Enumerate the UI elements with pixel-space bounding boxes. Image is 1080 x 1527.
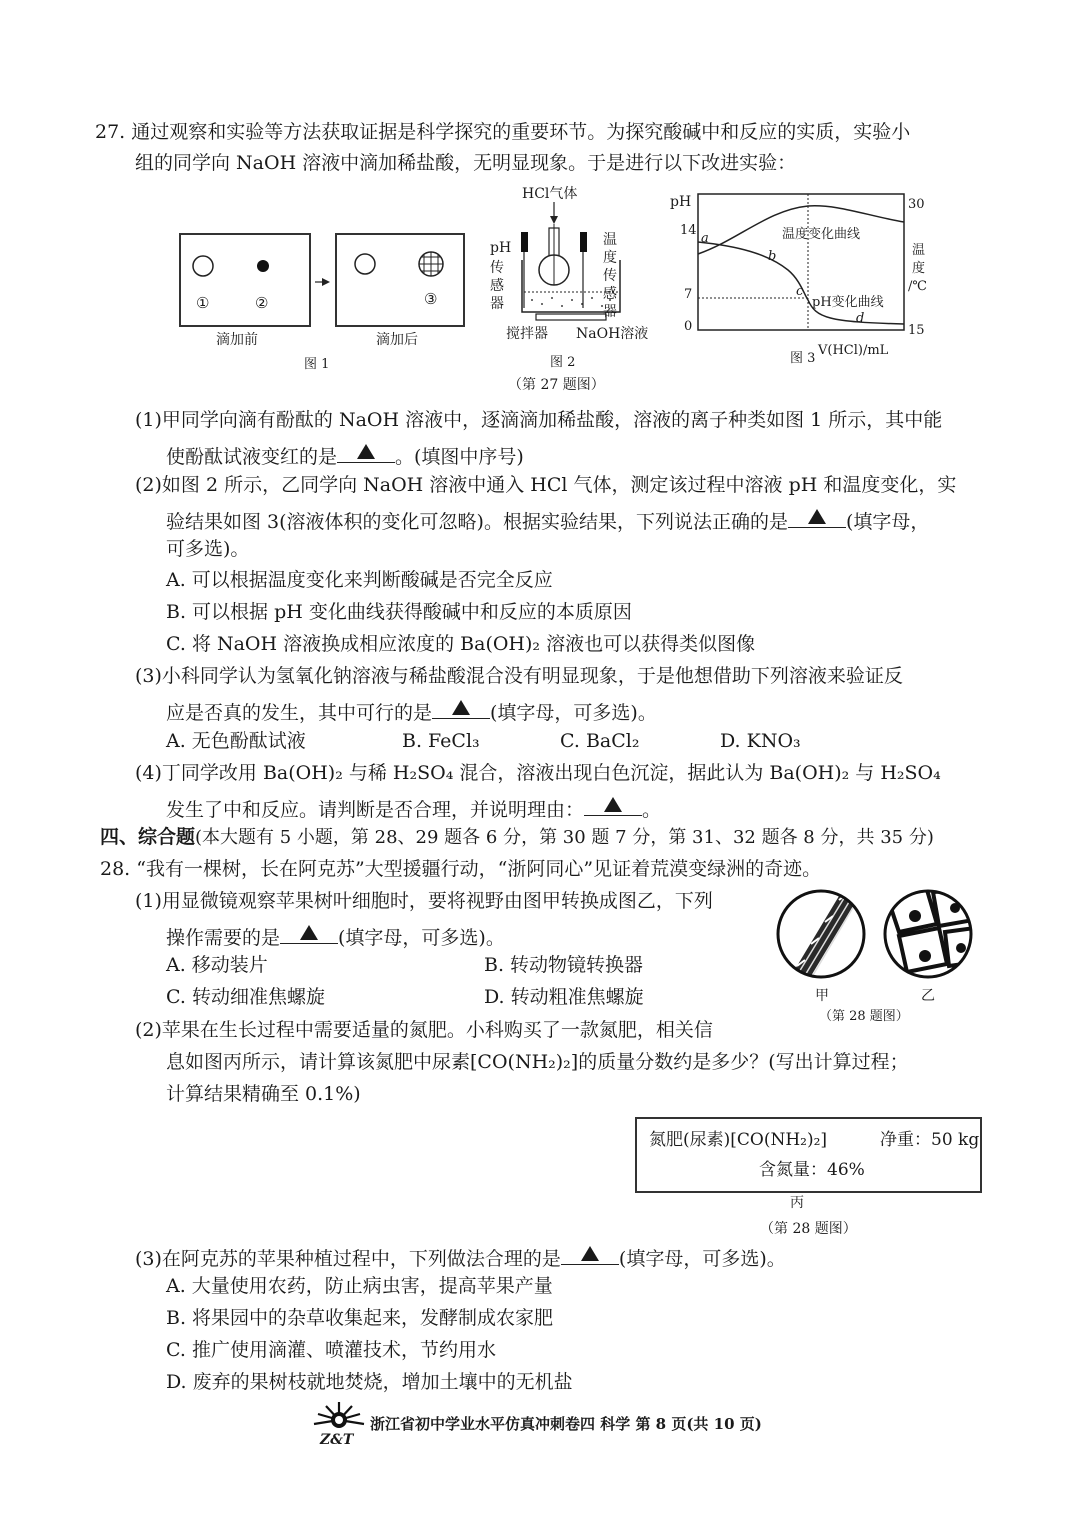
arrow-head [322,278,330,286]
temp-sensor [580,232,587,252]
solution-label: NaOH溶液 [576,326,649,342]
q27-figure-caption: （第 27 题图） [508,377,605,393]
y-tick-0: 0 [684,319,693,334]
figure-3-drawing [668,190,948,375]
logo-lettering: Z&T [320,1432,354,1448]
solution-dots [531,297,611,307]
q27-p2-line2: 验结果如图 3(溶液体积的变化可忽略)。根据实验结果，下列说法正确的是 (填字母， [166,505,929,534]
q28-p3-line1: (3)在阿克苏的苹果种植过程中，下列做法合理的是 (填字母，可多选)。 [135,1242,786,1271]
section-4-note: (本大题有 5 小题，第 28、29 题各 6 分，第 30 题 7 分，第 31、32 题各 8 分，共 35 分) [195,827,934,848]
ion-circle-1 [193,256,213,276]
point-a: a [701,231,709,246]
gas-label: HCl气体 [522,186,578,202]
temp-sensor-label-4: 感 [603,286,617,302]
ion-label-2: ② [255,294,269,312]
y-tick-7: 7 [684,287,693,302]
temp-sensor-label-5: 器 [603,304,617,320]
q27-p3-line1: (3)小科同学认为氢氧化钠溶液与稀盐酸混合没有明显现象，于是他想借助下列溶液来验证反 [135,665,903,687]
figure-28-caption-1: （第 28 题图） [819,1009,909,1024]
q28-p3-option-b: B. 将果园中的杂草收集起来，发酵制成农家肥 [166,1307,554,1329]
label-after: 滴加后 [376,332,418,348]
q27-p4-line1: (4)丁同学改用 Ba(OH)₂ 与稀 H₂SO₄ 混合，溶液出现白色沉淀，据此认为 Ba(OH)₂ 与 H₂SO₄ [135,762,941,784]
q27-p2-line1: (2)如图 2 所示，乙同学向 NaOH 溶液中通入 HCl 气体，测定该过程中溶液 pH 和温度变化，实 [135,474,957,496]
figure-1-drawing [178,232,478,372]
ion-circle-after-1 [355,254,375,274]
figure-2-drawing [486,180,666,375]
y-tick-14: 14 [680,223,697,238]
temp-sensor-label-1: 温 [603,232,617,248]
answer-blank-28-1[interactable] [280,921,338,944]
q28-p3-option-a: A. 大量使用农药，防止病虫害，提高苹果产量 [166,1275,553,1297]
figure-1-caption: 图 1 [304,357,330,372]
x-axis-label: V(HCl)/mL [818,343,889,358]
q28-p3-option-c: C. 推广使用滴灌、喷灌技术，节约用水 [166,1339,496,1361]
stirrer-label: 搅拌器 [506,326,548,342]
answer-blank-27-2[interactable] [788,505,846,528]
stirrer [536,314,606,320]
y-right-tick-30: 30 [908,197,925,212]
sun-logo-icon [310,1400,368,1448]
fertilizer-weight: 净重：50 kg [880,1130,980,1150]
after-panel [336,234,464,326]
label-jia: 甲 [815,988,829,1004]
gas-arrow [550,216,558,224]
section-4-header [100,825,934,850]
figure-2-caption: 图 2 [550,355,576,370]
ph-curve [698,242,904,324]
q28-stem: 28. “我有一棵树，长在阿克苏”大型援疆行动，“浙阿同心”见证着荒漠变绿洲的奇迹。 [100,858,822,880]
temp-sensor-label-3: 传 [603,268,617,284]
q28-p3-option-d: D. 废弃的果树枝就地焚烧，增加土壤中的无机盐 [166,1371,573,1393]
view-jia [775,886,875,986]
q28-p2-line2: 息如图丙所示，请计算该氮肥中尿素[CO(NH₂)₂]的质量分数约是多少？(写出计算过程； [166,1051,909,1073]
footer-logo [310,1400,368,1448]
figure-3-caption: 图 3 [790,351,816,366]
ph-sensor-label-3: 感 [490,278,504,294]
q27-p1-line1: (1)甲同学向滴有酚酞的 NaOH 溶液中，逐滴滴加稀盐酸，溶液的离子种类如图 1 所示，其中能 [135,409,943,431]
y-left-label: pH [670,194,692,210]
y-right-label-2: 度 [912,261,926,276]
view-yi [875,886,980,986]
q27-p3-option-d: D. KNO₃ [720,730,801,752]
answer-blank-27-1[interactable] [337,440,395,463]
point-c: c [796,284,804,299]
q28-p2-line3: 计算结果精确至 0.1%) [166,1083,361,1105]
q27-p2-line3: 可多选)。 [166,538,250,560]
q27-p2-option-a: A. 可以根据温度变化来判断酸碱是否完全反应 [166,569,553,591]
section-4-heading: 四、综合题 [100,826,196,848]
point-b: b [768,249,777,264]
point-d: d [856,311,865,326]
label-bing: 丙 [790,1195,804,1211]
q28-p1-option-c: C. 转动细准焦螺旋 [166,986,325,1008]
label-before: 滴加前 [216,332,258,348]
ion-label-3: ③ [424,290,438,308]
ion-circle-3 [419,252,443,276]
label-yi: 乙 [921,988,935,1004]
q27-stem-line1: 27. 通过观察和实验等方法获取证据是科学探究的重要环节。为探究酸碱中和反应的实质，实验小 [95,121,911,143]
q28-p1-option-d: D. 转动粗准焦螺旋 [484,986,644,1008]
q28-p1-option-a: A. 移动装片 [166,954,268,976]
y-right-label-3: /℃ [908,279,927,294]
q27-p3-line2: 应是否真的发生，其中可行的是 (填字母，可多选)。 [166,696,657,725]
ion-circle-2 [257,260,269,272]
temp-curve-label: 温度变化曲线 [782,227,861,242]
figure-28-caption-2: （第 28 题图） [760,1221,857,1237]
ph-sensor-label-1: pH [490,240,512,256]
fertilizer-nitrogen: 含氮量：46% [759,1160,865,1180]
ph-sensor [521,232,528,252]
q27-p2-option-b: B. 可以根据 pH 变化曲线获得酸碱中和反应的本质原因 [166,601,632,623]
fertilizer-name: 氮肥(尿素)[CO(NH₂)₂] [649,1130,828,1150]
q27-p1-line2: 使酚酞试液变红的是 。(填图中序号) [166,440,524,469]
q27-p4-line2: 发生了中和反应。请判断是否合理，并说明理由： 。 [166,793,661,822]
footer-text: 浙江省初中学业水平仿真冲刺卷四 科学 第 8 页(共 10 页) [370,1415,762,1433]
ph-sensor-label-4: 器 [490,296,504,312]
ion-label-1: ① [196,294,210,312]
fertilizer-label [635,1117,982,1193]
q27-p3-option-c: C. BaCl₂ [560,730,640,752]
figure-3 [668,190,948,375]
answer-blank-27-4[interactable] [584,793,642,816]
q28-p2-line1: (2)苹果在生长过程中需要适量的氮肥。小科购买了一款氮肥，相关信 [135,1019,713,1041]
y-right-label-1: 温 [912,243,926,258]
q27-p3-option-a: A. 无色酚酞试液 [166,730,306,752]
figure-1 [178,232,478,372]
microscope-drawing [775,886,980,1026]
before-panel [180,234,310,326]
figure-2 [486,180,666,375]
ph-sensor-label-2: 传 [490,260,504,276]
answer-blank-28-3[interactable] [561,1242,619,1265]
figure-28-microscope [775,886,980,1026]
answer-blank-27-3[interactable] [432,696,490,719]
q28-p1-option-b: B. 转动物镜转换器 [484,954,644,976]
q28-p1-line2: 操作需要的是 (填字母，可多选)。 [166,921,505,950]
q27-stem-line2: 组的同学向 NaOH 溶液中滴加稀盐酸，无明显现象。于是进行以下改进实验： [135,152,797,174]
ph-curve-label: pH变化曲线 [812,295,884,310]
q28-p1-line1: (1)用显微镜观察苹果树叶细胞时，要将视野由图甲转换成图乙，下列 [135,890,713,912]
q27-p3-option-b: B. FeCl₃ [402,730,480,752]
q27-p2-option-c: C. 将 NaOH 溶液换成相应浓度的 Ba(OH)₂ 溶液也可以获得类似图像 [166,633,756,655]
temp-sensor-label-2: 度 [603,250,617,266]
y-right-tick-15: 15 [908,323,925,338]
